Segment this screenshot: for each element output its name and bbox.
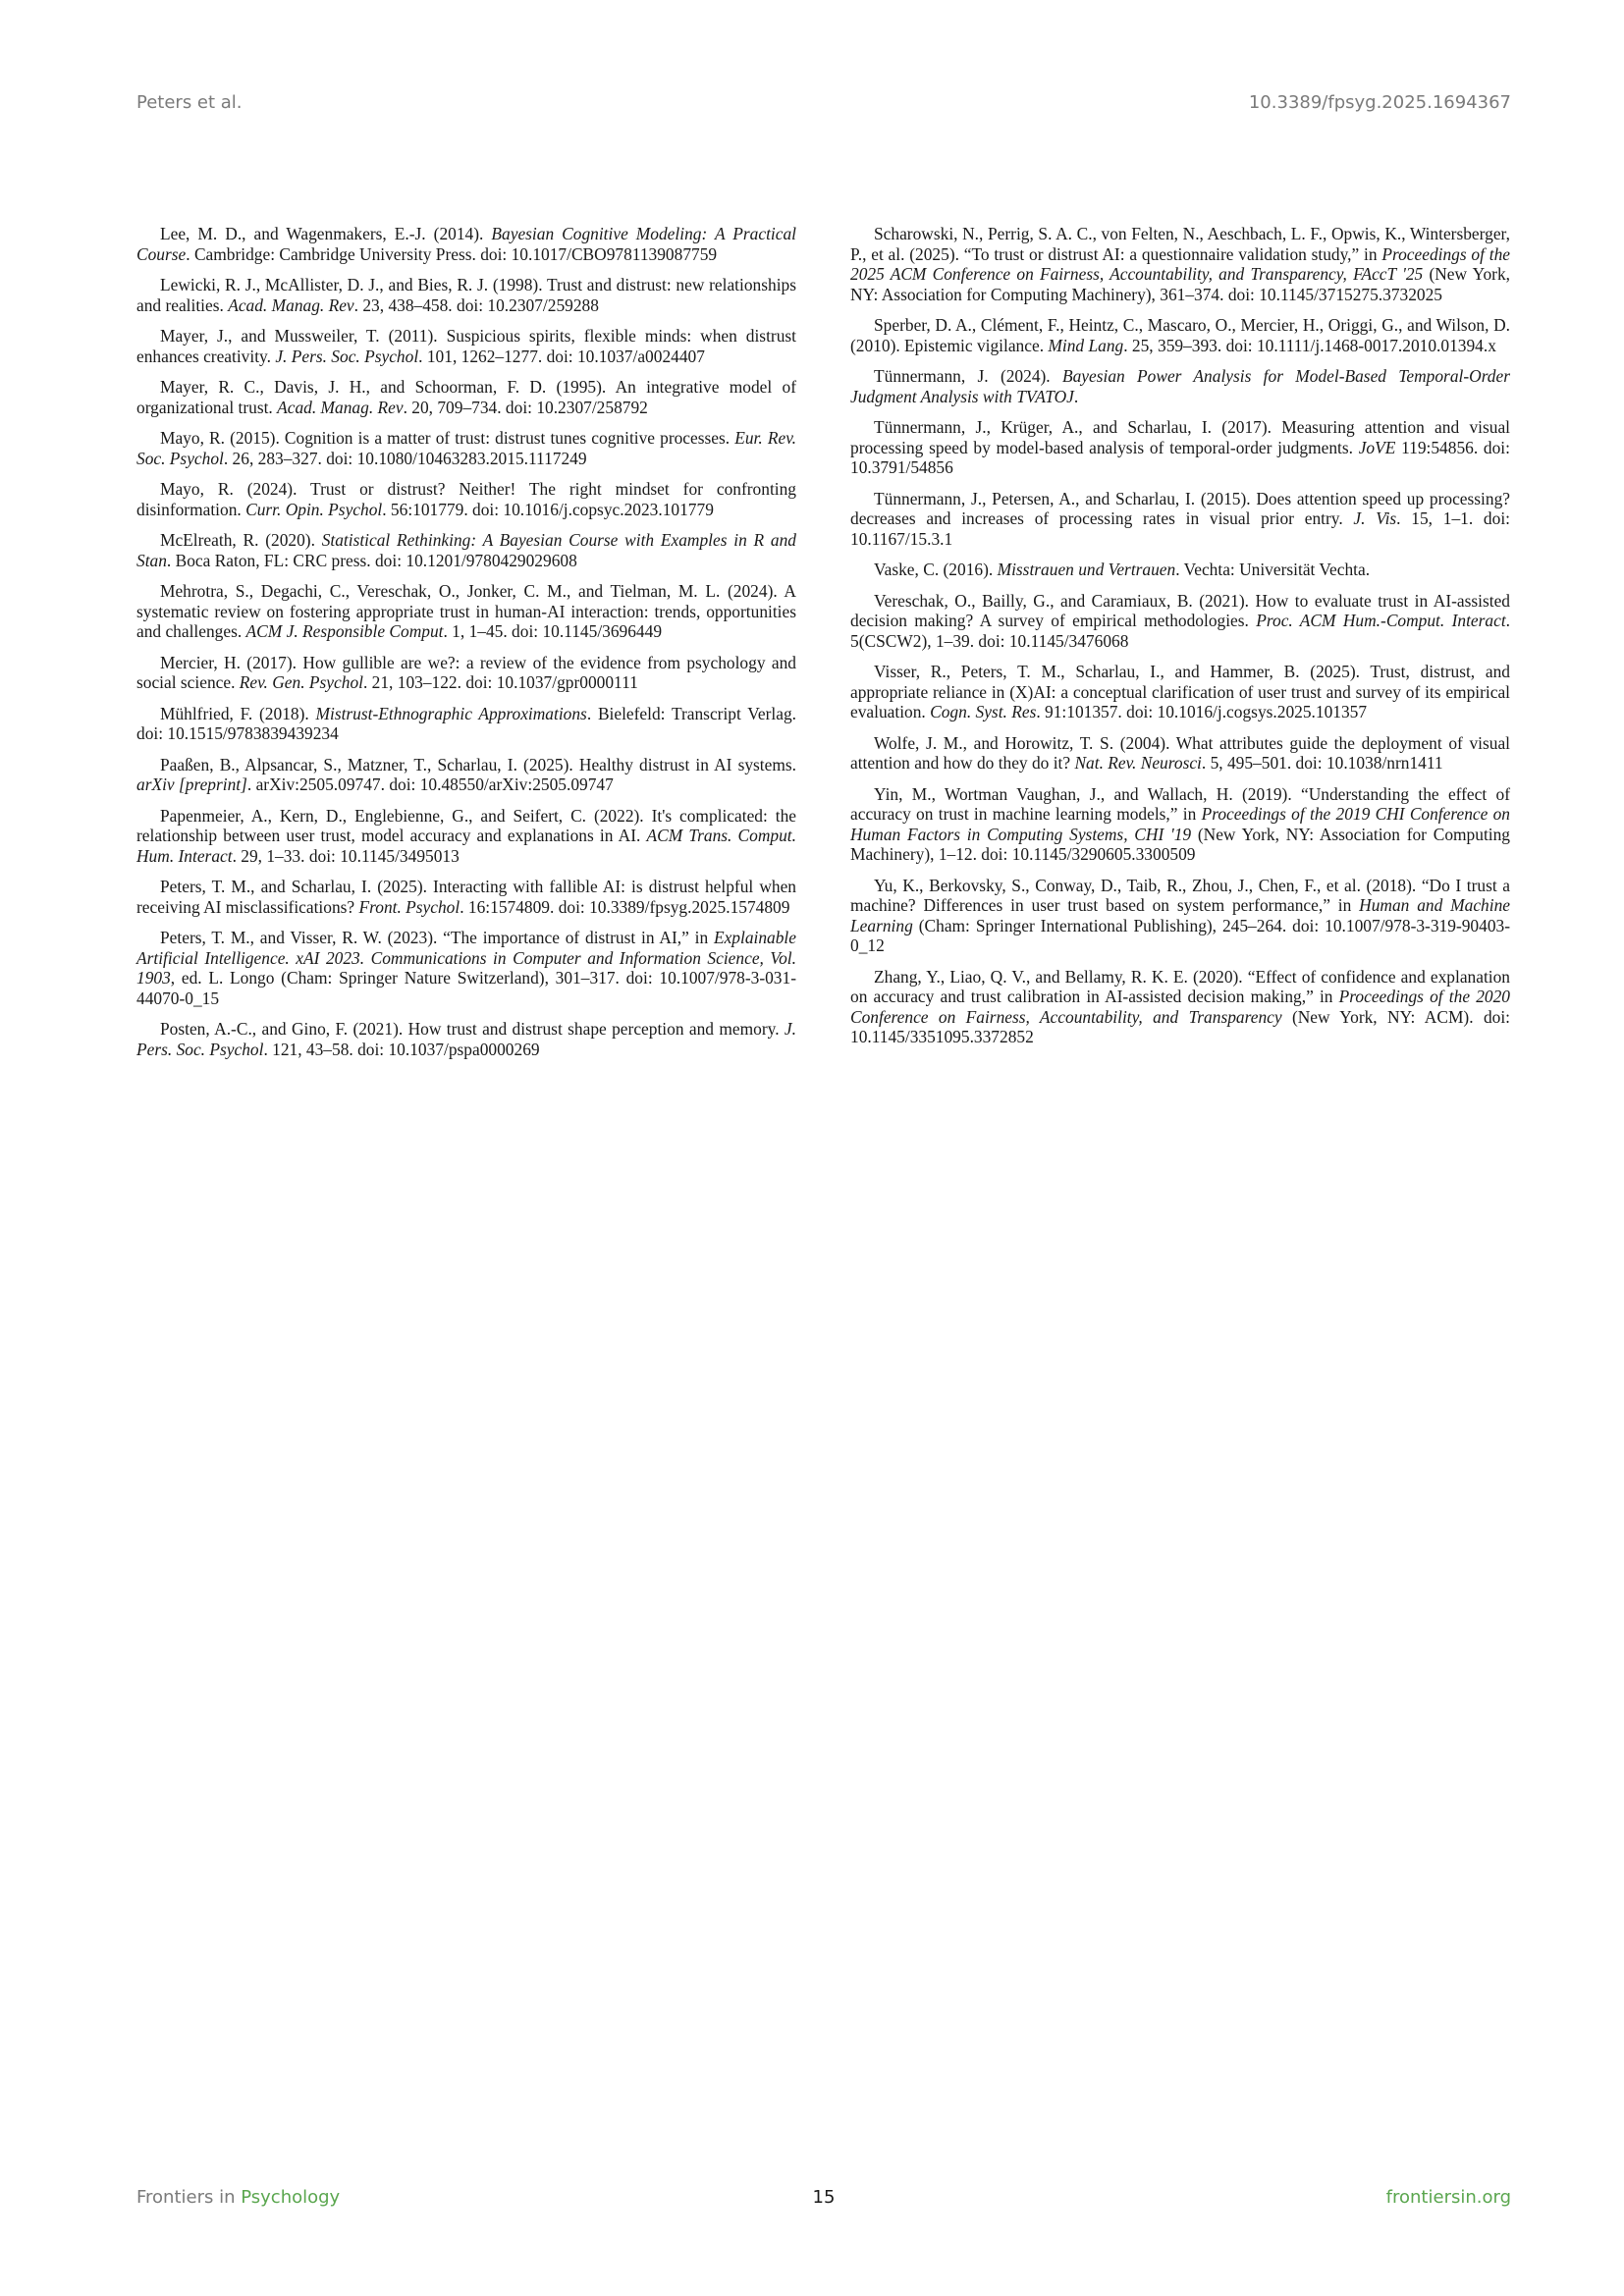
reference-entry bbox=[850, 560, 1510, 580]
reference-entry bbox=[136, 377, 796, 417]
reference-italic-segment: Proceedings of the 2020 Conference on Fairness, Accountability, and Transparency bbox=[850, 987, 1510, 1027]
reference-italic-segment: Bayesian Power Analysis for Model-Based Temporal-Order Judgment Analysis with TVATOJ bbox=[850, 366, 1510, 406]
reference-italic-segment: Human and Machine Learning bbox=[850, 895, 1511, 935]
reference-entry bbox=[136, 704, 796, 744]
reference-italic-segment: Mind Lang bbox=[1048, 335, 1124, 355]
reference-entry bbox=[850, 315, 1510, 355]
page-number: 15 bbox=[812, 2187, 836, 2208]
reference-italic-segment: arXiv [preprint] bbox=[136, 774, 247, 794]
reference-text-segment: Lewicki, R. J., McAllister, D. J., and Bies, R. J. (1998). Trust and distrust: new relationships and realities. bbox=[136, 275, 796, 315]
running-head bbox=[136, 92, 1511, 122]
reference-entry bbox=[136, 581, 796, 642]
reference-italic-segment: Curr. Opin. Psychol bbox=[245, 499, 383, 519]
reference-italic-segment: Explainable Artificial Intelligence. xAI 2023. Communications in Computer and Information Science, Vol. 1903 bbox=[136, 928, 796, 988]
reference-italic-segment: Rev. Gen. Psychol bbox=[239, 672, 363, 692]
page-footer bbox=[136, 2187, 1511, 2215]
reference-entry bbox=[850, 417, 1510, 478]
reference-italic-segment: Cogn. Syst. Res bbox=[930, 702, 1037, 721]
reference-text-segment: . 121, 43–58. doi: 10.1037/pspa0000269 bbox=[263, 1039, 540, 1059]
reference-text-segment: Tünnermann, J., Krüger, A., and Scharlau, I. (2017). Measuring attention and visual processing speed by model-based analysis of temporal-order judgments. bbox=[850, 417, 1510, 457]
references-left-column bbox=[136, 224, 796, 1070]
reference-text-segment: Lee, M. D., and Wagenmakers, E.-J. (2014). bbox=[160, 224, 492, 243]
reference-italic-segment: Misstrauen und Vertrauen bbox=[997, 560, 1176, 579]
reference-entry bbox=[136, 877, 796, 917]
reference-text-segment: Vereschak, O., Bailly, G., and Caramiaux, B. (2021). How to evaluate trust in AI-assisted decision making? A survey of empirical methodologies. bbox=[850, 590, 1510, 630]
running-head-doi: 10.3389/fpsyg.2025.1694367 bbox=[1248, 92, 1511, 113]
reference-text-segment: . 56:101779. doi: 10.1016/j.copsyc.2023.101779 bbox=[382, 499, 714, 519]
reference-text-segment: Visser, R., Peters, T. M., Scharlau, I., and Hammer, B. (2025). Trust, distrust, and appropriate reliance in (X)AI: a conceptual clarification of user trust and survey of its empirical evaluation. bbox=[850, 662, 1510, 721]
reference-text-segment: . Cambridge: Cambridge University Press. doi: 10.1017/CBO9781139087759 bbox=[186, 243, 718, 264]
reference-text-segment: . 15, 1–1. doi: 10.1167/15.3.1 bbox=[850, 508, 1510, 549]
reference-text-segment: . Bielefeld: Transcript Verlag. doi: 10.1515/9783839439234 bbox=[136, 703, 796, 743]
reference-text-segment: Mayo, R. (2015). Cognition is a matter of trust: distrust tunes cognitive processes. bbox=[160, 428, 735, 448]
reference-text-segment: , ed. L. Longo (Cham: Springer Nature Switzerland), 301–317. doi: 10.1007/978-3-031-44070-0_15 bbox=[136, 968, 796, 1008]
reference-text-segment: . 29, 1–33. doi: 10.1145/3495013 bbox=[232, 845, 460, 866]
reference-italic-segment: Eur. Rev. Soc. Psychol bbox=[136, 428, 796, 468]
reference-text-segment: Sperber, D. A., Clément, F., Heintz, C., Mascaro, O., Mercier, H., Origgi, G., and Wilson, D. (2010). Epistemic vigilance. bbox=[850, 315, 1510, 355]
reference-text-segment: Paaßen, B., Alpsancar, S., Matzner, T., Scharlau, I. (2025). Healthy distrust in AI systems. bbox=[160, 754, 796, 774]
reference-text-segment: (Cham: Springer International Publishing), 245–264. doi: 10.1007/978-3-319-90403-0_12 bbox=[850, 915, 1510, 955]
reference-italic-segment: J. Pers. Soc. Psychol bbox=[136, 1019, 796, 1059]
journal-name bbox=[136, 2187, 340, 2208]
reference-text-segment: . 23, 438–458. doi: 10.2307/259288 bbox=[353, 294, 599, 315]
reference-text-segment: . 25, 359–393. doi: 10.1111/j.1468-0017.2010.01394.x bbox=[1123, 335, 1496, 355]
reference-text-segment: (New York, NY: Association for Computing Machinery), 361–374. doi: 10.1145/3715275.3732025 bbox=[850, 264, 1511, 304]
reference-text-segment: . 5, 495–501. doi: 10.1038/nrn1411 bbox=[1201, 753, 1443, 773]
reference-entry bbox=[136, 326, 796, 366]
reference-text-segment: Mehrotra, S., Degachi, C., Vereschak, O., Jonker, C. M., and Tielman, M. L. (2024). A systematic review on fostering appropriate trust in human-AI interaction: trends, opportunities and challenges. bbox=[136, 581, 796, 641]
reference-text-segment: . Vechta: Universität Vechta. bbox=[1175, 560, 1371, 579]
reference-entry bbox=[850, 662, 1510, 722]
reference-text-segment: 119:54856. doi: 10.3791/54856 bbox=[850, 437, 1510, 477]
reference-entry bbox=[850, 224, 1510, 304]
reference-text-segment: Mercier, H. (2017). How gullible are we?: a review of the evidence from psychology and social science. bbox=[136, 652, 796, 692]
reference-text-segment: . bbox=[1073, 386, 1079, 406]
reference-entry bbox=[136, 928, 796, 1008]
reference-entry bbox=[136, 653, 796, 693]
reference-text-segment: Zhang, Y., Liao, Q. V., and Bellamy, R. K. E. (2020). “Effect of confidence and explanation on accuracy and trust calibration in AI-assisted decision making,” in bbox=[850, 966, 1510, 1006]
reference-text-segment: (New York, NY: Association for Computing Machinery), 1–12. doi: 10.1145/3290605.3300509 bbox=[850, 824, 1510, 864]
reference-text-segment: . 101, 1262–1277. doi: 10.1037/a0024407 bbox=[418, 346, 705, 366]
website-link[interactable]: frontiersin.org bbox=[1385, 2187, 1511, 2208]
reference-text-segment: McElreath, R. (2020). bbox=[160, 530, 322, 550]
reference-text-segment: Vaske, C. (2016). bbox=[874, 560, 998, 579]
reference-text-segment: Peters, T. M., and Visser, R. W. (2023). “The importance of distrust in AI,” in bbox=[160, 928, 714, 947]
journal-title: Psychology bbox=[241, 2187, 341, 2208]
reference-entry bbox=[136, 806, 796, 867]
reference-text-segment: . 21, 103–122. doi: 10.1037/gpr0000111 bbox=[362, 672, 638, 692]
reference-italic-segment: Statistical Rethinking: A Bayesian Course with Examples in R and Stan bbox=[136, 530, 796, 570]
reference-italic-segment: Front. Psychol bbox=[358, 896, 460, 917]
reference-text-segment: . 20, 709–734. doi: 10.2307/258792 bbox=[403, 397, 648, 417]
reference-text-segment: . 26, 283–327. doi: 10.1080/10463283.2015.1117249 bbox=[223, 448, 587, 468]
reference-entry bbox=[136, 479, 796, 519]
reference-italic-segment: Mistrust-Ethnographic Approximations bbox=[315, 703, 587, 723]
reference-italic-segment: Bayesian Cognitive Modeling: A Practical Course bbox=[136, 224, 796, 264]
journal-prefix: Frontiers in bbox=[136, 2187, 242, 2208]
reference-text-segment: Yu, K., Berkovsky, S., Conway, D., Taib, R., Zhou, J., Chen, F., et al. (2018). “Do I trust a machine? Differences in user trust based on system performance,” in bbox=[850, 875, 1510, 915]
reference-italic-segment: Proceedings of the 2019 CHI Conference on Human Factors in Computing Systems, CHI '19 bbox=[850, 804, 1511, 844]
reference-entry bbox=[850, 489, 1510, 550]
reference-entry bbox=[136, 428, 796, 468]
reference-text-segment: Papenmeier, A., Kern, D., Englebienne, G., and Seifert, C. (2022). It's complicated: the relationship between user trust, model accuracy and explanations in AI. bbox=[136, 805, 796, 845]
reference-entry bbox=[850, 876, 1510, 956]
reference-text-segment: Mayer, R. C., Davis, J. H., and Schoorman, F. D. (1995). An integrative model of organizational trust. bbox=[136, 377, 796, 417]
reference-text-segment: . arXiv:2505.09747. doi: 10.48550/arXiv:2505.09747 bbox=[246, 774, 614, 794]
reference-text-segment: Scharowski, N., Perrig, S. A. C., von Felten, N., Aeschbach, L. F., Opwis, K., Wintersberger, P., et al. (2025). “To trust or distrust AI: a questionnaire validation study,” in bbox=[850, 224, 1510, 264]
references-right-column bbox=[850, 224, 1510, 1058]
reference-entry bbox=[850, 733, 1510, 774]
reference-entry bbox=[136, 224, 796, 264]
running-head-authors: Peters et al. bbox=[136, 92, 243, 113]
reference-text-segment: . 91:101357. doi: 10.1016/j.cogsys.2025.101357 bbox=[1036, 702, 1368, 721]
reference-text-segment: Wolfe, J. M., and Horowitz, T. S. (2004). What attributes guide the deployment of visual attention and how do they do it? bbox=[850, 732, 1510, 773]
reference-entry bbox=[850, 784, 1510, 865]
reference-entry bbox=[850, 366, 1510, 406]
reference-entry bbox=[136, 1019, 796, 1059]
reference-text-segment: Posten, A.-C., and Gino, F. (2021). How trust and distrust shape perception and memory. bbox=[160, 1019, 785, 1039]
reference-text-segment: Mayo, R. (2024). Trust or distrust? Neither! The right mindset for confronting disinformation. bbox=[136, 479, 796, 519]
reference-entry bbox=[136, 275, 796, 315]
reference-entry bbox=[136, 755, 796, 795]
reference-text-segment: Mühlfried, F. (2018). bbox=[160, 703, 316, 723]
reference-text-segment: Tünnermann, J., Petersen, A., and Scharlau, I. (2015). Does attention speed up processing? decreases and increases of processing rates in visual prior entry. bbox=[850, 488, 1510, 528]
reference-text-segment: Mayer, J., and Mussweiler, T. (2011). Suspicious spirits, flexible minds: when distrust enhances creativity. bbox=[136, 326, 796, 366]
reference-entry bbox=[136, 530, 796, 570]
reference-italic-segment: Acad. Manag. Rev bbox=[228, 294, 354, 315]
reference-italic-segment: JoVE bbox=[1358, 437, 1396, 457]
reference-text-segment: . 16:1574809. doi: 10.3389/fpsyg.2025.1574809 bbox=[460, 896, 790, 917]
reference-italic-segment: Proc. ACM Hum.-Comput. Interact bbox=[1256, 611, 1506, 630]
reference-text-segment: Peters, T. M., and Scharlau, I. (2025). Interacting with fallible AI: is distrust helpful when receiving AI misclassifications? bbox=[136, 877, 796, 917]
reference-italic-segment: J. Vis bbox=[1353, 508, 1397, 528]
reference-text-segment: Yin, M., Wortman Vaughan, J., and Wallach, H. (2019). “Understanding the effect of accuracy on trust in machine learning models,” in bbox=[850, 783, 1510, 824]
reference-italic-segment: Proceedings of the 2025 ACM Conference on Fairness, Accountability, and Transparency, FAccT '25 bbox=[850, 243, 1510, 284]
reference-italic-segment: Acad. Manag. Rev bbox=[277, 397, 404, 417]
reference-italic-segment: ACM Trans. Comput. Hum. Interact bbox=[136, 826, 796, 866]
reference-italic-segment: ACM J. Responsible Comput bbox=[245, 621, 444, 641]
reference-entry bbox=[850, 967, 1510, 1047]
reference-text-segment: . 1, 1–45. doi: 10.1145/3696449 bbox=[443, 621, 663, 641]
reference-text-segment: (New York, NY: ACM). doi: 10.1145/3351095.3372852 bbox=[850, 1006, 1510, 1046]
reference-text-segment: Tünnermann, J. (2024). bbox=[874, 366, 1062, 386]
reference-italic-segment: Nat. Rev. Neurosci bbox=[1074, 753, 1202, 773]
reference-italic-segment: J. Pers. Soc. Psychol bbox=[275, 346, 419, 366]
reference-text-segment: . Boca Raton, FL: CRC press. doi: 10.1201/9780429029608 bbox=[166, 550, 577, 570]
reference-text-segment: . 5(CSCW2), 1–39. doi: 10.1145/3476068 bbox=[850, 611, 1511, 651]
reference-entry bbox=[850, 591, 1510, 652]
